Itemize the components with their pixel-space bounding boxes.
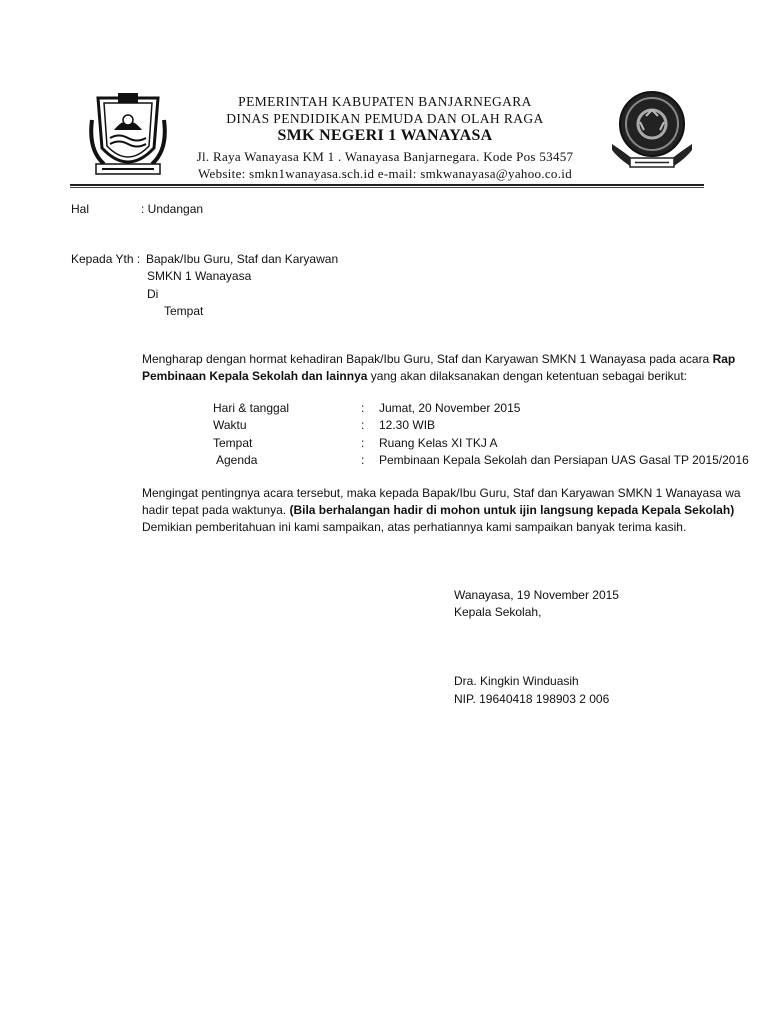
recipient-label: Kepada Yth : xyxy=(71,252,141,266)
detail-value-date: Jumat, 20 November 2015 xyxy=(379,401,521,415)
letterhead xyxy=(70,86,704,186)
detail-label-date: Hari & tanggal xyxy=(213,401,290,415)
letterhead-department: DINAS PENDIDIKAN PEMUDA DAN OLAH RAGA xyxy=(226,111,544,126)
body-paragraph-3-text: hadir tepat pada waktunya. xyxy=(142,503,287,517)
detail-label-place: Tempat xyxy=(213,436,253,450)
letterhead-contact: Website: smkn1wanayasa.sch.id e-mail: smkwanayasa@yahoo.co.id xyxy=(198,166,572,181)
detail-value-place: Ruang Kelas XI TKJ A xyxy=(379,436,498,450)
body-paragraph-3-bold: (Bila berhalangan hadir di mohon untuk ijin langsung kepada Kepala Sekolah) xyxy=(289,503,735,517)
recipient-line-2: SMKN 1 Wanayasa xyxy=(147,269,252,283)
detail-sep-date: : xyxy=(361,401,365,415)
body-paragraph-1 xyxy=(142,351,735,368)
signature-name: Dra. Kingkin Winduasih xyxy=(454,674,579,688)
detail-label-time: Waktu xyxy=(213,418,247,432)
detail-value-time: 12.30 WIB xyxy=(379,418,436,432)
detail-sep-agenda: : xyxy=(361,453,365,467)
subject-value: : Undangan xyxy=(141,202,204,216)
letterhead-school-name: SMK NEGERI 1 WANAYASA xyxy=(277,127,493,144)
letterhead-government: PEMERINTAH KABUPATEN BANJARNEGARA xyxy=(238,94,532,109)
recipient-line-3: Di xyxy=(147,287,159,301)
signature-nip: NIP. 19640418 198903 2 006 xyxy=(454,692,610,706)
detail-value-agenda: Pembinaan Kepala Sekolah dan Persiapan UAS Gasal TP 2015/2016 xyxy=(379,453,749,467)
body-paragraph-3-line-2 xyxy=(142,502,734,519)
letterhead-address: Jl. Raya Wanayasa KM 1 . Wanayasa Banjarnegara. Kode Pos 53457 xyxy=(196,149,574,164)
school-emblem-icon xyxy=(610,86,694,176)
banjarnegara-regency-emblem-icon xyxy=(88,90,168,178)
signature-place-date: Wanayasa, 19 November 2015 xyxy=(454,588,619,602)
detail-sep-time: : xyxy=(361,418,365,432)
body-paragraph-3-line-1: Mengingat pentingnya acara tersebut, maka kepada Bapak/Ibu Guru, Staf dan Karyawan SMKN 1 Wanayasa wa xyxy=(142,486,741,500)
body-paragraph-2-bold: Pembinaan Kepala Sekolah dan lainnya xyxy=(142,369,368,383)
body-paragraph-1-bold: Rap xyxy=(712,352,736,366)
recipient-line-1: Bapak/Ibu Guru, Staf dan Karyawan xyxy=(146,252,339,266)
detail-sep-place: : xyxy=(361,436,365,450)
body-paragraph-2 xyxy=(142,368,687,385)
body-paragraph-4: Demikian pemberitahuan ini kami sampaikan, atas perhatiannya kami sampaikan banyak terima kasih. xyxy=(142,520,687,534)
letterhead-divider-thin xyxy=(70,187,704,188)
signature-position: Kepala Sekolah, xyxy=(454,605,542,619)
recipient-line-4: Tempat xyxy=(164,304,204,318)
body-paragraph-1-text: Mengharap dengan hormat kehadiran Bapak/Ibu Guru, Staf dan Karyawan SMKN 1 Wanayasa pada acara xyxy=(142,352,710,366)
subject-label: Hal xyxy=(71,202,90,216)
letterhead-divider-thick xyxy=(70,184,704,186)
body-paragraph-2-text: yang akan dilaksanakan dengan ketentuan sebagai berikut: xyxy=(370,369,688,383)
detail-label-agenda: Agenda xyxy=(216,453,258,467)
